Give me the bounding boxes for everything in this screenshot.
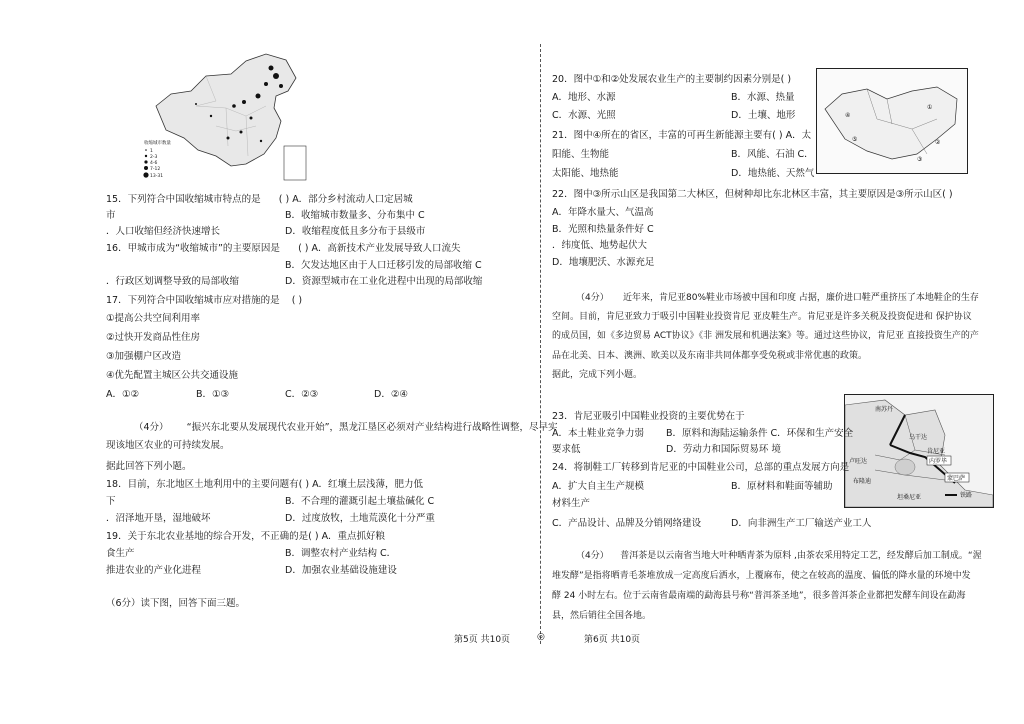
q16-stem: 16．甲城市成为“收缩城市”的主要原因是 ( ) A．高新技术产业发展导致人口流失	[106, 243, 461, 254]
q15-a-cont: 市	[106, 210, 116, 221]
svg-text:蒙巴萨: 蒙巴萨	[947, 475, 966, 482]
intro2-line3: 据此回答下列小题。	[106, 461, 192, 472]
q21-a-cont: 阳能、生物能	[552, 149, 610, 160]
q22-option-b: B．光照和热量条件好 C	[552, 224, 654, 235]
page-number-left: 第5页 共10页	[454, 635, 511, 645]
q19-a-cont: 食生产	[106, 548, 135, 559]
q24-option-c: C．产品设计、品牌及分销网络建设	[552, 518, 702, 529]
q16-option-c: ．行政区划调整导致的局部收缩	[106, 276, 240, 287]
q16-option-b: B．欠发达地区由于人口迁移引发的局部收缩 C	[285, 260, 482, 271]
intro4-line1: （4分） 近年来，肯尼亚80%鞋业市场被中国和印度 占据，廉价进口鞋严重挤压了本地鞋企的生存	[576, 293, 979, 303]
svg-text:13-31: 13-31	[150, 174, 164, 179]
q15-option-c: ．人口收缩但经济快速增长	[106, 226, 221, 237]
q17-option-d: D．②④	[374, 389, 408, 400]
q21-option-d: D．地热能、天然气	[731, 168, 815, 179]
q17-item-1: ①提高公共空间利用率	[106, 313, 201, 324]
intro4-line4: 品在北美、日本、澳洲、欧美以及东南非共同体都享受免税或非常优惠的政策。	[552, 351, 868, 361]
intro3: （6分）读下图，回答下面三题。	[106, 598, 246, 609]
q20-option-d: D．土壤、地形	[731, 110, 796, 121]
q20-option-b: B．水源、热量	[731, 92, 795, 103]
intro2-line1: （4分） “振兴东北要从发展现代农业开始”，黑龙江垦区必须对产业结构进行战略性调整，尽早实	[134, 422, 558, 433]
q17-stem: 17．下列符合中国收缩城市应对措施的是 ( )	[106, 295, 303, 306]
svg-text:坦桑尼亚: 坦桑尼亚	[897, 494, 922, 501]
q18-a-cont: 下	[106, 496, 116, 507]
q17-item-3: ③加强棚户区改造	[106, 351, 182, 362]
svg-text:7-12: 7-12	[150, 167, 161, 172]
q18-option-b: B．不合理的灌溉引起土壤盐碱化 C	[285, 496, 435, 507]
map-legend	[143, 139, 171, 179]
q16-option-d: D．资源型城市在工业化进程中出现的局部收缩	[285, 276, 483, 287]
svg-text:铁路: 铁路	[960, 492, 973, 499]
q18-stem: 18．目前，东北地区土地利用中的主要问题有( ) A．红壤土层浅薄，肥力低	[106, 479, 424, 490]
q22-stem: 22．图中③所示山区是我国第二大林区，但树种却比东北林区丰富，其主要原因是③所示山区( )	[552, 189, 953, 200]
svg-text:收缩城市数量: 收缩城市数量	[144, 141, 171, 146]
q21-option-c: 太阳能、地热能	[552, 168, 619, 179]
q24-option-d: D．向非洲生产工厂输送产业工人	[731, 518, 872, 529]
q17-item-2: ②过快开发商品性住房	[106, 332, 201, 343]
intro2-line2: 现该地区农业的可持续发展。	[106, 440, 230, 451]
svg-text:④: ④	[845, 112, 851, 119]
q17-option-a: A．①②	[106, 389, 140, 400]
south-sea-inset	[284, 146, 306, 180]
q17-option-b: B．①③	[196, 389, 230, 400]
svg-text:2-3: 2-3	[150, 155, 158, 160]
q22-option-a: A．年降水量大、气温高	[552, 207, 654, 218]
q15-stem: 15．下列符合中国收缩城市特点的是 ( ) A．部分乡村流动人口定居城	[106, 194, 413, 205]
q23-b-cont: 要求低	[552, 444, 581, 455]
svg-text:乌干达: 乌干达	[909, 434, 928, 441]
intro5-line2: 堆发酵”是指将晒青毛茶堆放成一定高度后洒水，上覆麻布，使之在较高的温度、偏低的降水量的环境中发	[552, 571, 971, 581]
intro4-line5: 据此，完成下列小题。	[552, 370, 643, 380]
svg-text:卢旺达: 卢旺达	[849, 458, 868, 465]
q21-stem: 21．图中④所在的省区，丰富的可再生新能源主要有( ) A．太	[552, 130, 812, 141]
q19-option-d: D．加强农业基础设施建设	[285, 565, 397, 576]
intro4-line2: 空间。目前，肯尼亚致力于吸引中国鞋业投资肯尼 亚皮鞋生产。肯尼亚是许多关税及投资促进和 保护协议	[552, 312, 972, 322]
page-divider	[540, 44, 541, 644]
intro5-line1: （4分） 普洱茶是以云南省当地大叶种晒青茶为原料 ,由茶农采用特定工艺，经发酵后加工制成。“渥	[576, 551, 982, 561]
page-number-right: 第6页 共10页	[584, 635, 641, 645]
intro5-line4: 县，然后销往全国各地。	[552, 611, 652, 621]
intro5-line3: 酵 24 小时左右。位于云南省最南端的勐海县号称“普洱茶圣地”，很多普洱茶企业都把发酵车间设在勐海	[552, 591, 966, 601]
svg-text:肯尼亚: 肯尼亚	[927, 448, 946, 455]
q22-option-d: D．地壤肥沃、水源充足	[552, 257, 655, 268]
q21-option-b: B．风能、石油 C．	[731, 149, 814, 160]
svg-text:布隆迪: 布隆迪	[853, 478, 872, 485]
q17-item-4: ④优先配置主城区公共交通设施	[106, 370, 239, 381]
svg-text:⑤: ⑤	[852, 136, 858, 143]
china-shrinking-cities-map	[136, 46, 314, 188]
q19-option-c: 推进农业的产业化进程	[106, 565, 202, 576]
q22-option-c: ．纬度低、地势起伏大	[552, 240, 648, 251]
right-page	[546, 0, 1024, 724]
q23-option-d: D．劳动力和国际贸易环 境	[666, 444, 781, 455]
q24-option-b: B．原材料和鞋面等辅助	[731, 481, 833, 492]
svg-text:1: 1	[150, 149, 153, 154]
q18-option-c: ．沼泽地开垦，湿地破坏	[106, 513, 211, 524]
svg-text:4-6: 4-6	[150, 161, 158, 166]
q23-option-a: A．本土鞋业竞争力弱	[552, 428, 644, 439]
q24-stem: 24．将制鞋工厂转移到肯尼亚的中国鞋业公司，总部的重点发展方向是	[552, 462, 850, 473]
q17-option-c: C．②③	[285, 389, 319, 400]
q15-option-b: B．收缩城市数量多、分布集中 C	[285, 210, 425, 221]
east-africa-railway-map	[844, 394, 994, 508]
western-china-map	[816, 68, 968, 174]
q20-option-a: A．地形、水源	[552, 92, 616, 103]
q24-b-cont: 材料生产	[552, 498, 591, 509]
q20-option-c: C．水源、光照	[552, 110, 616, 121]
q15-option-d: D．收缩程度低且多分布于县级市	[285, 226, 426, 237]
q19-stem: 19．关于东北农业基地的综合开发，不正确的是( ) A．重点抓好粮	[106, 531, 386, 542]
q23-option-b: B．原料和海陆运输条件 C．环保和生产安全	[666, 428, 854, 439]
svg-text:③: ③	[917, 156, 923, 163]
q24-option-a: A．扩大自主生产规模	[552, 481, 644, 492]
svg-text:南苏丹: 南苏丹	[875, 406, 894, 413]
svg-text:①: ①	[927, 104, 933, 111]
center-mark: ◎	[537, 632, 545, 642]
q19-option-b: B．调整农村产业结构 C．	[285, 548, 397, 559]
svg-text:内罗毕: 内罗毕	[929, 458, 948, 465]
q23-stem: 23．肯尼亚吸引中国鞋业投资的主要优势在于	[552, 411, 745, 422]
svg-text:②: ②	[935, 139, 941, 146]
intro4-line3: 的成员国，如《多边贸易 ACT协议》《非 洲发展和机遇法案》等。通过这些协议，肯尼亚 直接投资生产的产	[552, 331, 979, 341]
q18-option-d: D．过度放牧，土地荒漠化十分严重	[285, 513, 435, 524]
q20-stem: 20．图中①和②处发展农业生产的主要制约因素分别是( )	[552, 74, 792, 85]
